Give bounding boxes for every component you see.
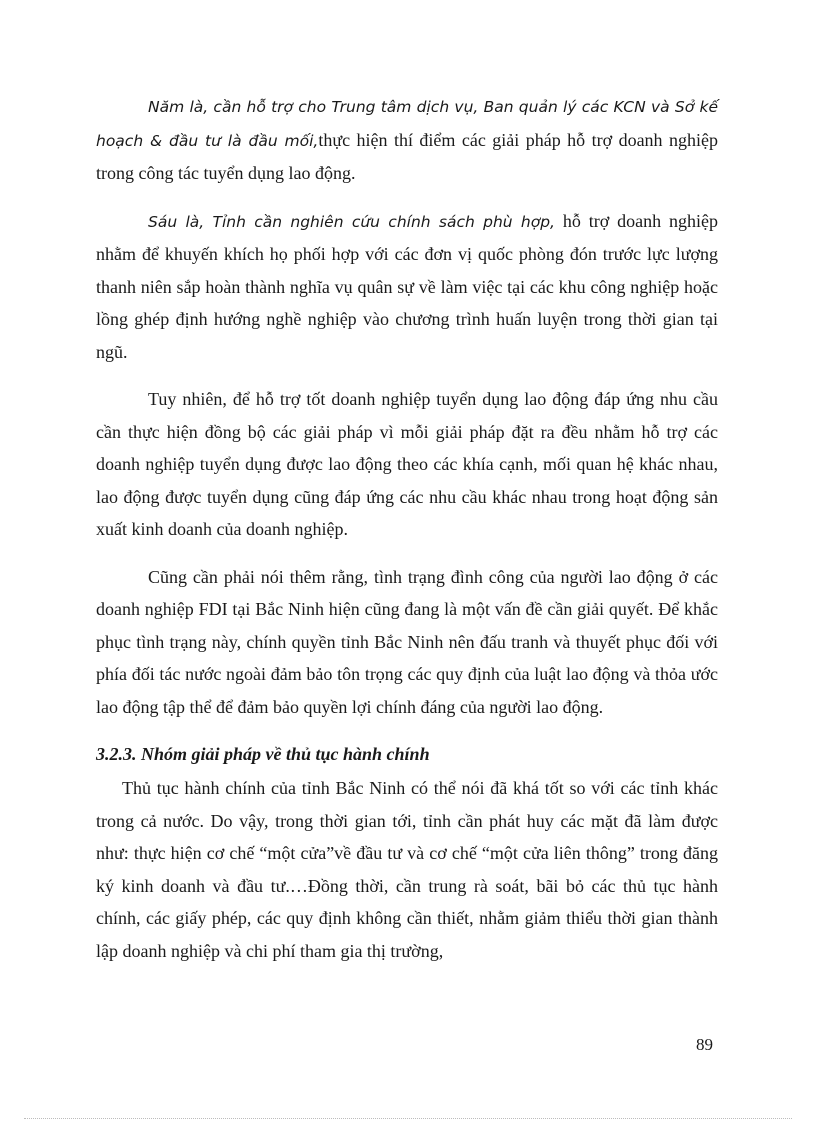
section-heading: 3.2.3. Nhóm giải pháp về thủ tục hành chính (96, 744, 430, 764)
paragraph-cung-can: Cũng cần phải nói thêm rằng, tình trạng đình công của người lao động ở các doanh nghiệp FDI tại Bắc Ninh hiện cũng đang là một vấn đề cần giải quyết. Để khắc phục tình trạng này, chính quyền tỉnh Bắc Ninh nên đấu tranh và thuyết phục đối với phía đối tác nước ngoài đảm bảo tôn trọng các quy định của luật lao động và thỏa ước lao động tập thể để đảm bảo quyền lợi chính đáng của người lao động. (96, 566, 718, 717)
paragraph-nam-la-italic: Năm là, cần hỗ trợ cho Trung tâm dịch vụ, Ban quản lý các KCN và Sở kế hoạch & đầu tư là đầu mối, (96, 98, 718, 150)
paragraph-sau-la (96, 205, 718, 369)
paragraph-thu-tuc: Thủ tục hành chính của tỉnh Bắc Ninh có thể nói đã khá tốt so với các tỉnh khác trong cả nước. Do vậy, trong thời gian tới, tỉnh cần phát huy các mặt đã làm được như: thực hiện cơ chế “một cửa”về đầu tư và cơ chế “một cửa liên thông” trong đăng ký kinh doanh và đầu tư.…Đồng thời, cần trung rà soát, bãi bỏ các thủ tục hành chính, các giấy phép, các quy định không cần thiết, nhằm giảm thiểu thời gian thành lập doanh nghiệp và chi phí tham gia thị trường, (96, 778, 718, 961)
page-number: 89 (696, 1035, 713, 1054)
paragraph-nam-la (96, 90, 718, 190)
footer-divider (24, 1118, 792, 1119)
paragraph-sau-la-italic: Sáu là, Tỉnh cần nghiên cứu chính sách phù hợp, (148, 212, 555, 231)
paragraph-tuy-nhien: Tuy nhiên, để hỗ trợ tốt doanh nghiệp tuyển dụng lao động đáp ứng nhu cầu cần thực hiện đồng bộ các giải pháp vì mỗi giải pháp đặt ra đều nhằm hỗ trợ các doanh nghiệp tuyển dụng được lao động theo các khía cạnh, mối quan hệ khác nhau, lao động được tuyển dụng cũng đáp ứng các nhu cầu khác nhau trong hoạt động sản xuất kinh doanh của doanh nghiệp. (96, 389, 718, 539)
page-body (96, 90, 718, 967)
paragraph-sau-la-text: hỗ trợ doanh nghiệp nhằm để khuyến khích họ phối hợp với các đơn vị quốc phòng đón trước lực lượng thanh niên sắp hoàn thành nghĩa vụ quân sự về làm việc tại các khu công nghiệp hoặc lồng ghép định hướng nghề nghiệp vào chương trình huấn luyện trong thời gian tại ngũ. (96, 210, 718, 362)
paragraph-nam-la-text: thực hiện thí điểm các giải pháp hỗ trợ doanh nghiệp trong công tác tuyển dụng lao động. (96, 129, 718, 183)
